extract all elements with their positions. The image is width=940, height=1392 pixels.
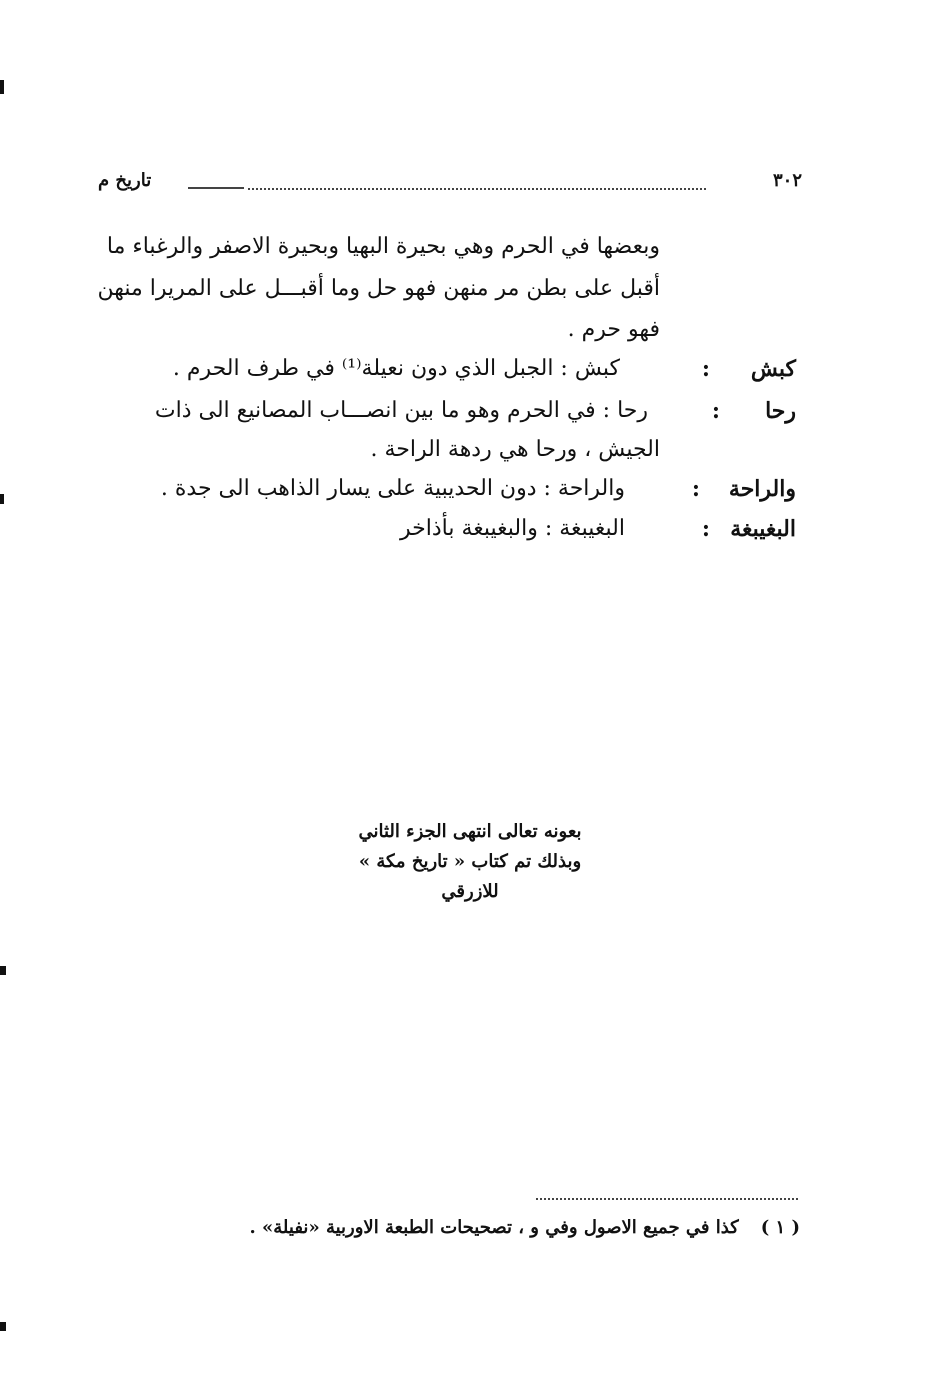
scan-mark	[0, 80, 4, 94]
entry-term: والراحة	[728, 476, 796, 502]
entry-definition: رحا : في الحرم وهو ما بين انصـــاب المصانيع الى ذات	[154, 398, 648, 423]
entry-definition-continuation: الجيش ، ورحا هي ردهة الراحة .	[370, 437, 660, 462]
intro-line-1: وبعضها في الحرم وهي بحيرة البهيا وبحيرة الاصفر والرغباء ما	[106, 234, 660, 259]
footnote-separator	[536, 1198, 798, 1200]
entry-colon: :	[701, 516, 710, 542]
colophon-line-2: وبذلك تم كتاب « تاريخ مكة »	[358, 851, 582, 872]
scan-mark	[0, 494, 4, 504]
entry-definition: والراحة : دون الحديبية على يسار الذاهب الى جدة .	[160, 476, 625, 501]
header-dotted-rule	[248, 188, 706, 190]
footnote-marker: ( ١ )	[760, 1217, 800, 1238]
gazetteer-entry	[120, 392, 810, 432]
scan-mark	[0, 1322, 6, 1331]
header-dash-rule	[188, 187, 244, 189]
scan-mark	[0, 966, 6, 975]
gazetteer-entry	[120, 470, 810, 510]
intro-line-2: أقبل على بطن مر منهن فهو حل وما أقبـــل على المريرا منهن	[97, 276, 660, 301]
intro-line-3: فهو حرم .	[567, 317, 660, 342]
entry-term: رحا	[765, 398, 796, 424]
entry-colon: :	[691, 476, 700, 502]
page-number: ٣٠٢	[772, 170, 802, 191]
gazetteer-entry	[120, 510, 810, 550]
footnote	[200, 1213, 800, 1243]
colophon-line-1: بعونه تعالى انتهى الجزء الثاني	[358, 821, 582, 842]
entry-term: كبش	[750, 356, 796, 382]
entry-term: البغيبغة	[730, 516, 796, 542]
entry-definition: كبش : الجبل الذي دون نعيلة⁽¹⁾ في طرف الحرم .	[172, 356, 620, 381]
entry-colon: :	[711, 398, 720, 424]
running-title: تاريخ م	[98, 170, 152, 191]
gazetteer-entry	[120, 350, 810, 390]
footnote-text: كذا في جميع الاصول وفي و ، تصحيحات الطبعة الاوربية «نفيلة» .	[249, 1217, 739, 1238]
entry-definition: البغيبغة : والبغيبغة بأذاخر	[400, 516, 625, 541]
entry-colon: :	[701, 356, 710, 382]
colophon-line-3: للازرقي	[441, 881, 499, 902]
